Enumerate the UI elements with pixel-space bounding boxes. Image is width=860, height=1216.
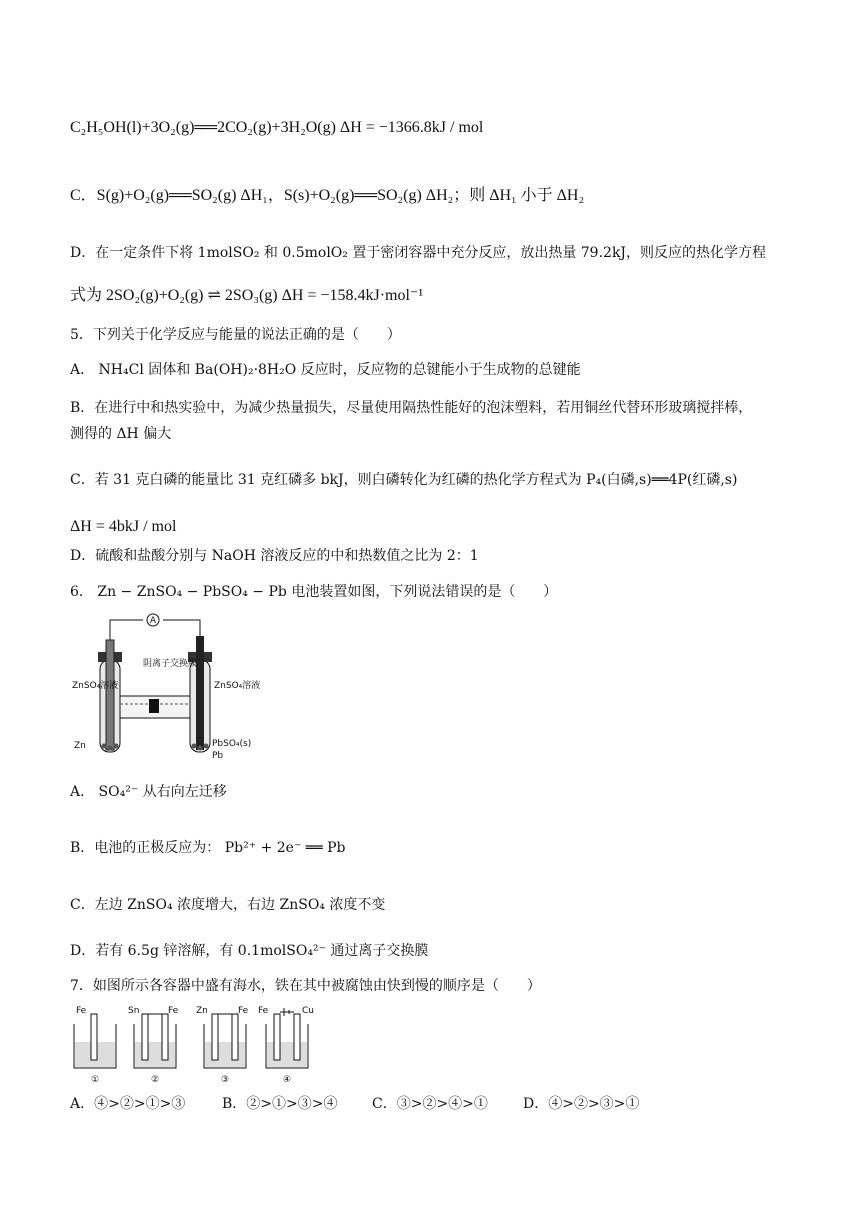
q7-option-c: C．③>②>④>① (372, 1096, 488, 1112)
membrane-label: 阴离子交换膜 (143, 659, 198, 669)
q7-option-b: B．②>①>③>④ (222, 1096, 338, 1112)
q6-option-a: A． SO₄²⁻ 从右向左迁移 (70, 784, 227, 800)
q5-option-c-line2: ΔH = 4bkJ / mol (70, 518, 177, 535)
pb-label: Pb (212, 751, 224, 761)
q5-option-c-line1: C．若 31 克白磷的能量比 31 克红磷多 bkJ，则白磷转化为红磷的热化学方程式为 P₄(白磷,s)══4P(红磷,s) (70, 472, 738, 488)
q6-option-c: C．左边 ZnSO₄ 浓度增大，右边 ZnSO₄ 浓度不变 (70, 897, 386, 913)
c4-cu-label: Cu (302, 1006, 314, 1016)
q5-option-b-line2: 测得的 ΔH 偏大 (70, 426, 172, 442)
q6-option-d: D．若有 6.5g 锌溶解，有 0.1molSO₄²⁻ 通过离子交换膜 (70, 943, 429, 959)
membrane-block (149, 699, 159, 713)
c2-fe-label: Fe (168, 1006, 179, 1016)
left-solution-label: ZnSO₄溶液 (72, 681, 119, 691)
c2-sn-label: Sn (128, 1006, 140, 1016)
question-6: 6． Zn − ZnSO₄ − PbSO₄ − Pb 电池装置如图，下列说法错误的是（ ） (70, 584, 558, 600)
c1-fe-label: Fe (76, 1006, 87, 1016)
c3-zn-label: Zn (196, 1006, 208, 1016)
c3-fe-label: Fe (238, 1006, 249, 1016)
q5-option-a: A． NH₄Cl 固体和 Ba(OH)₂·8H₂O 反应时，反应物的总键能小于生成物的总键能 (70, 362, 581, 378)
container-1-number: ① (90, 1075, 100, 1085)
zn-electrode-label: Zn (74, 741, 86, 751)
pbso4-label: PbSO₄(s) (212, 739, 252, 749)
q5-option-d: D．硫酸和盐酸分别与 NaOH 溶液反应的中和热数值之比为 2：1 (70, 548, 479, 564)
q7-option-d: D．④>②>③>① (523, 1096, 640, 1112)
q6-option-b: B．电池的正极反应为： Pb²⁺ + 2e⁻ ══ Pb (70, 840, 346, 856)
corrosion-containers-figure (70, 1004, 330, 1086)
q5-option-b-line1: B．在进行中和热实验中，为减少热量损失，尽量使用隔热性能好的泡沫塑料，若用铜丝代替环形玻璃搅拌棒， (70, 400, 753, 416)
container-2-number: ② (150, 1075, 160, 1085)
question-7: 7．如图所示各容器中盛有海水，铁在其中被腐蚀由快到慢的顺序是（ ） (70, 978, 541, 994)
ammeter-label: A (149, 616, 157, 626)
c4-fe-label: Fe (258, 1006, 269, 1016)
equation-ethanol-combustion: C₂H₅OH(l)+3O₂(g)══2CO₂(g)+3H₂O(g) ΔH = −1366.8kJ / mol (70, 119, 484, 136)
battery-apparatus-figure (70, 612, 260, 764)
option-c-sulfur: C．S(g)+O₂(g)══SO₂(g) ΔH₁，S(s)+O₂(g)══SO₂(g) ΔH₂；则 ΔH₁ 小于 ΔH₂ (70, 187, 585, 204)
container-3-number: ③ (220, 1075, 230, 1085)
container-4-number: ④ (282, 1075, 292, 1085)
right-solution-label: ZnSO₄溶液 (214, 681, 260, 691)
q7-option-a: A．④>②>①>③ (70, 1096, 186, 1112)
option-d-line1: D．在一定条件下将 1molSO₂ 和 0.5molO₂ 置于密闭容器中充分反应，放出热量 79.2kJ，则反应的热化学方程 (70, 245, 767, 261)
option-d-line2: 式为 2SO₂(g)+O₂(g) ⇌ 2SO₃(g) ΔH = −158.4kJ·mol⁻¹ (70, 287, 424, 304)
question-5: 5．下列关于化学反应与能量的说法正确的是（ ） (70, 327, 401, 343)
